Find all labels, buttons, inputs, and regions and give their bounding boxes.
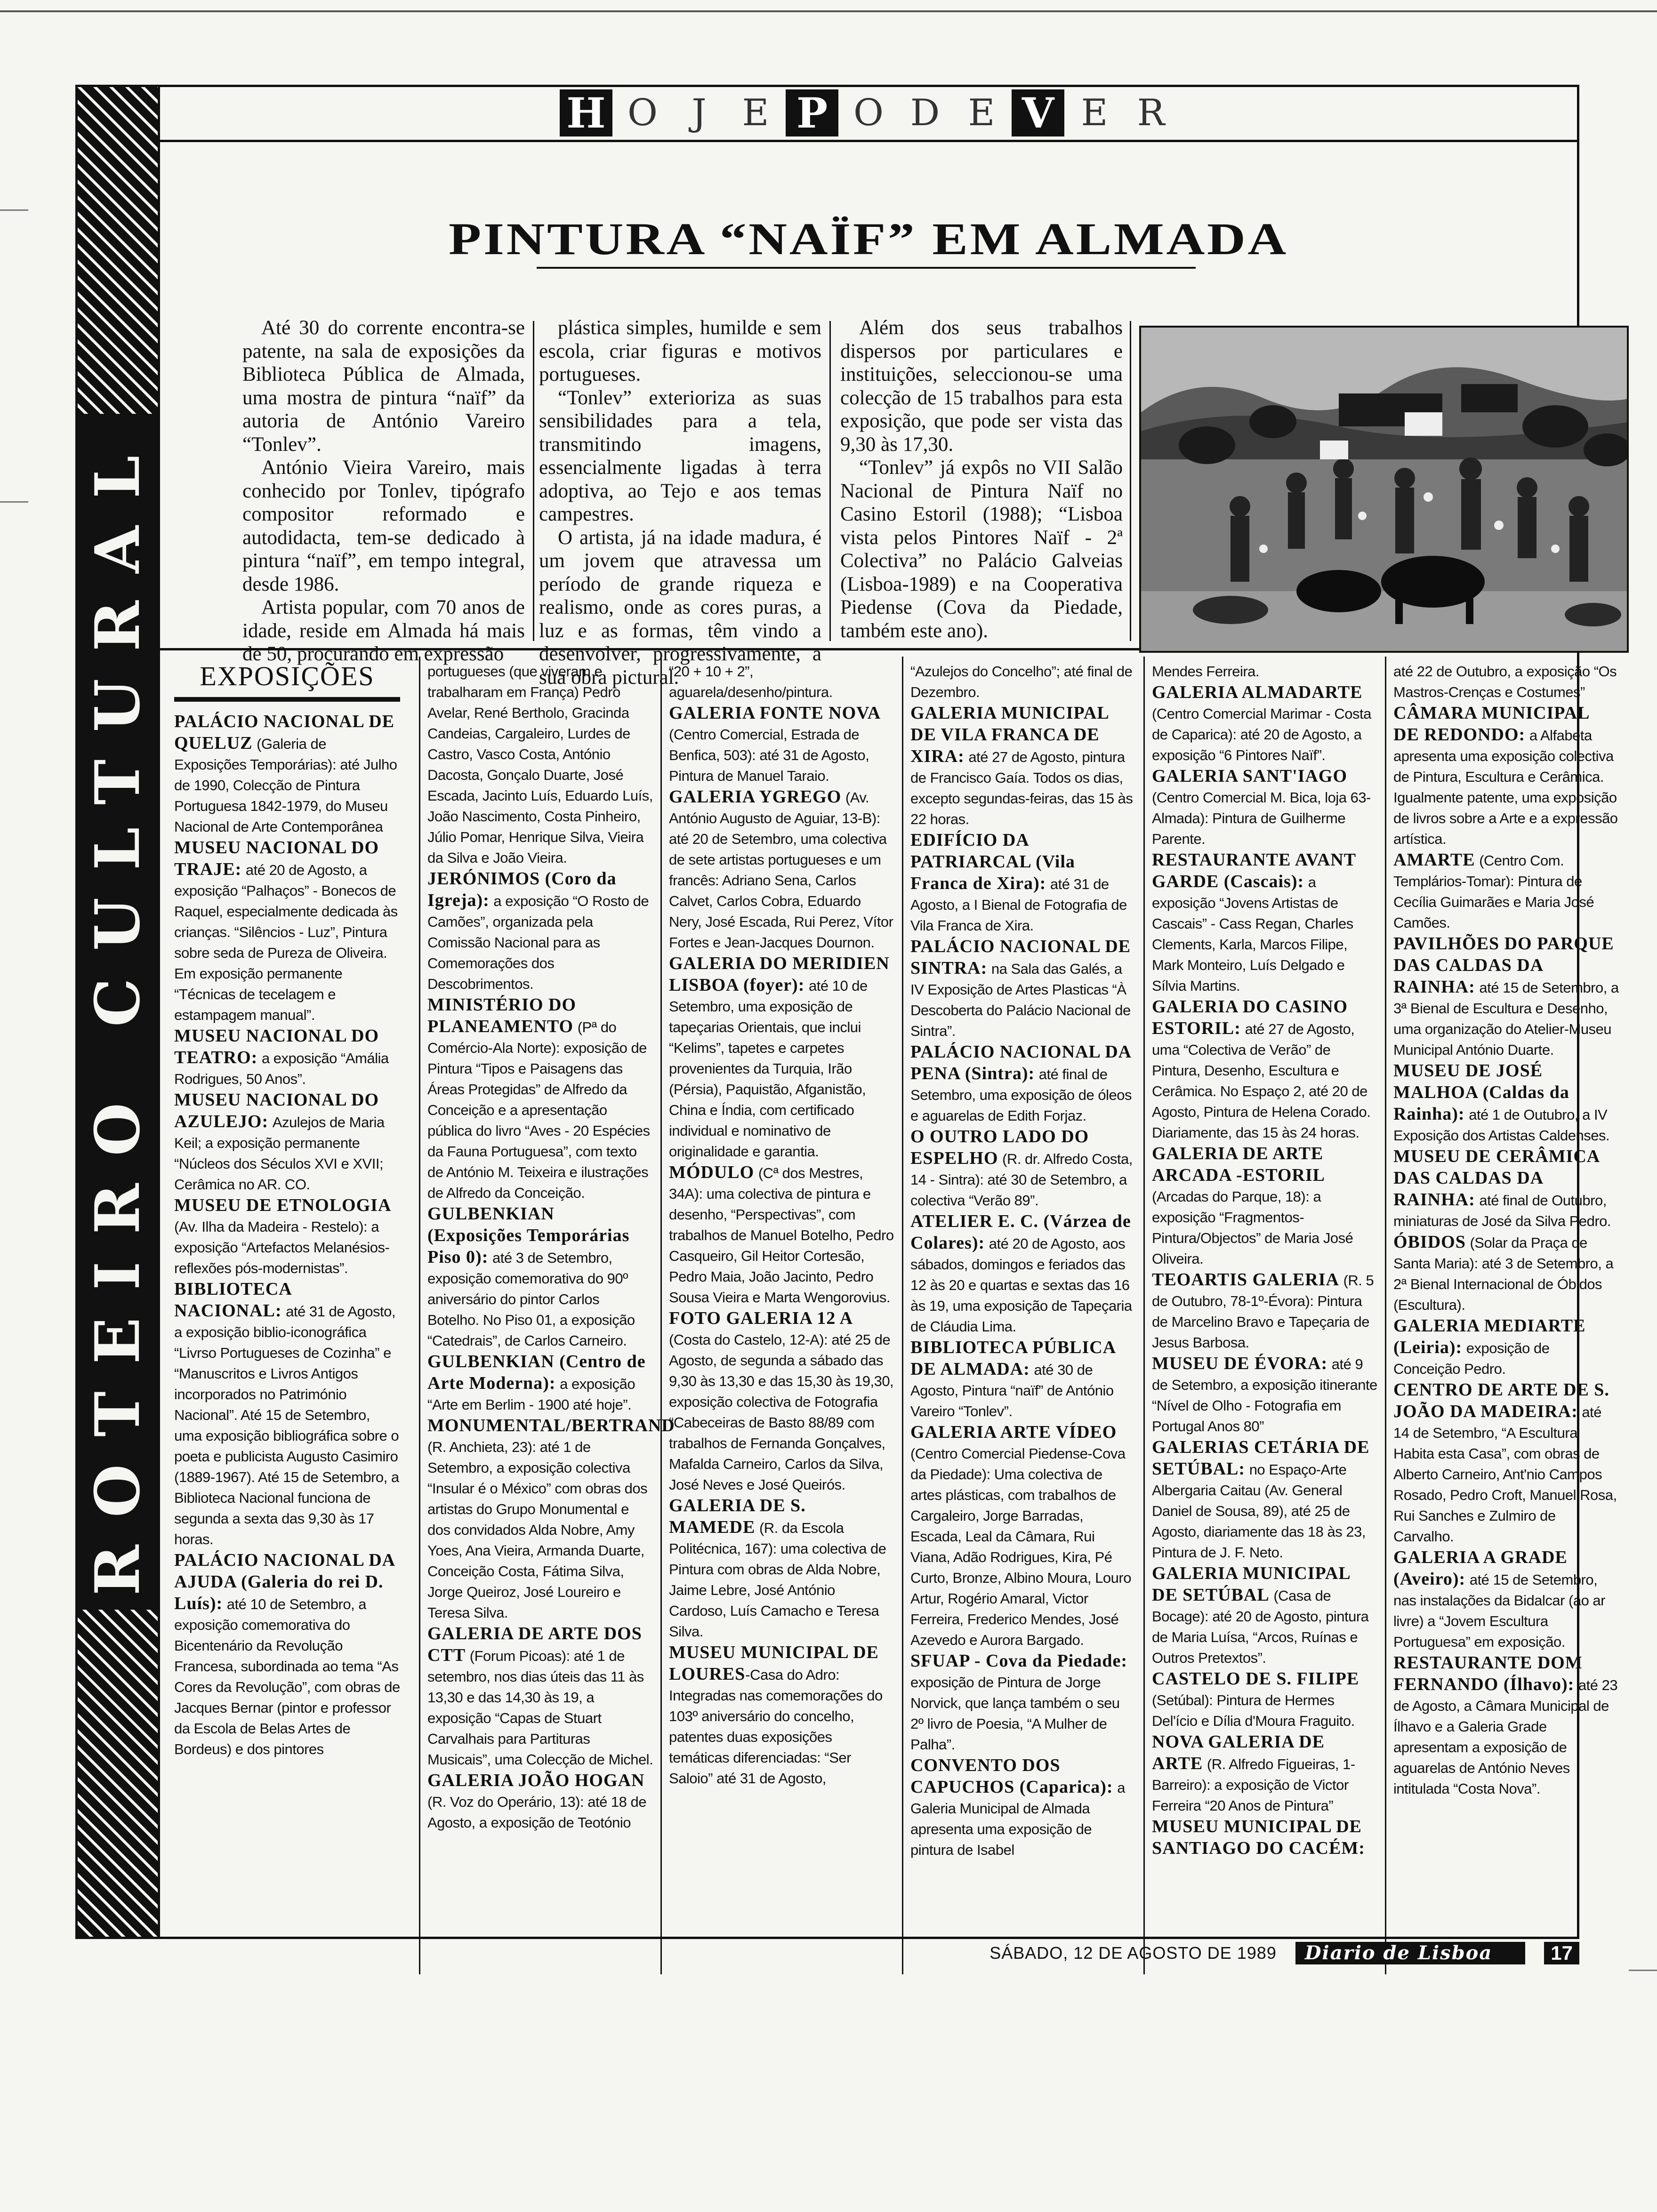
listing-entry <box>669 786 895 953</box>
venue-details: “Azulejos do Concelho”; até final de Dezembro. <box>910 663 1133 700</box>
listing-entry <box>669 703 895 786</box>
listing-entry <box>427 1415 675 1623</box>
listing-entry <box>174 1550 400 1760</box>
masthead-box-letter: P <box>786 89 838 136</box>
venue-name: GALERIA MUNICIPAL DE VILA FRANCA DE XIRA: <box>910 703 1109 766</box>
article-column-3 <box>840 316 1123 642</box>
venue-details: até 3 de Setembro, exposição comemorativa do 90º aniversário do pintor Carlos Botelho. No Piso 01, a exposição “Catedrais”, de Carlos Carneiro. <box>427 1250 635 1349</box>
column-rule <box>1130 321 1131 641</box>
naif-painting-photo <box>1139 326 1629 653</box>
venue-name: GULBENKIAN (Exposições Temporárias Piso 0): <box>427 1204 630 1267</box>
listing-entry <box>1393 703 1619 850</box>
column-rule <box>902 657 903 1974</box>
masthead-letter: O <box>853 92 884 134</box>
venue-name: JERÓNIMOS (Coro da Igreja): <box>427 869 617 910</box>
masthead-letter: E <box>742 92 769 134</box>
venue-name: RESTAURANTE AVANT GARDE (Cascais): <box>1152 850 1356 891</box>
venue-name: MUSEU NACIONAL DO TRAJE: <box>174 838 379 879</box>
listing-entry <box>1393 1652 1619 1799</box>
venue-details: no Espaço-Arte Albergaria Caitau (Av. General Daniel de Sousa, 89), até 25 de Agosto, diariamente das 18 às 23, Pintura de J. F. Neto. <box>1152 1461 1366 1561</box>
listing-entry <box>1393 1060 1619 1146</box>
article-headline: PINTURA “NAÏF” EM ALMADA <box>448 214 1289 264</box>
venue-name: PAVILHÕES DO PARQUE DAS CALDAS DA RAINHA: <box>1393 934 1614 997</box>
venue-name: PALÁCIO NACIONAL DE QUELUZ <box>174 712 395 753</box>
venue-details: (R. da Escola Politécnica, 167): uma colectiva de Pintura com obras de Alda Nobre, Jaime Lebre, José António Cardoso, Luís Camacho e Teresa Silva. <box>669 1520 886 1640</box>
venue-name: MUSEU MUNICIPAL DE LOURES <box>669 1643 879 1684</box>
listing-entry <box>1393 1146 1619 1232</box>
venue-name: GALERIA JOÃO HOGAN <box>427 1771 645 1790</box>
scan-edge-mark <box>0 209 28 211</box>
venue-name: GALERIA DE ARTE DOS CTT <box>427 1624 642 1665</box>
scan-edge-mark <box>0 501 28 503</box>
venue-details: (Av. António Augusto de Aguiar, 13-B): até 20 de Setembro, uma colectiva de sete artistas portugueses e um francês: Adriano Sena, Carlos Calvet, Carlos Cobra, Eduardo Nery, José Escada, Rui Perez, Vítor Fortes e Jean-Jacques Dournon. <box>669 789 893 951</box>
headline-rule <box>537 267 1196 269</box>
venue-details: (Casa de Bocage): até 20 de Agosto, pintura de Maria Luísa, “Arcos, Ruínas e Outros Pretextos”. <box>1152 1587 1369 1666</box>
venue-name: ÓBIDOS <box>1393 1232 1466 1252</box>
listing-entry <box>427 1351 653 1415</box>
venue-details: (Galeria de Exposições Temporárias): até Julho de 1990, Colecção de Pintura Portuguesa 1842-1979, do Museu Nacional de Arte Contemporânea <box>174 736 397 835</box>
masthead <box>160 87 1577 139</box>
listing-entry <box>910 1337 1136 1422</box>
listing-entry <box>1393 1547 1619 1652</box>
venue-name: EDIFÍCIO DA PATRIARCAL (Vila Franca de Xira): <box>910 830 1075 893</box>
venue-details: até 15 de Setembro, nas instalações da Bidalcar (ao ar livre) a “Jovem Escultura Portuguesa” em exposição. <box>1393 1571 1605 1650</box>
section-sidebar <box>78 87 160 1937</box>
article-paragraph: Além dos seus trabalhos dispersos por particulares e instituições, seleccionou-se uma colecção de 15 trabalhos para esta exposição, que pode ser vista das 9,30 às 17,30. <box>840 317 1123 456</box>
venue-details: até 1 de Outubro, a IV Exposição dos Artistas Caldenses. <box>1393 1106 1610 1144</box>
venue-details: até 20 de Agosto, a exposição “Palhaços” - Bonecos de Raquel, especialmente dedicada às crianças. “Silêncios - Luz”, Pintura sobre seda de Pureza de Oliveira. Em exposição permanente “Técnicas de tecelagem e estampagem manual”. <box>174 862 398 1023</box>
venue-name: MUSEU NACIONAL DO TEATRO: <box>174 1026 379 1067</box>
venue-details: até final de Outubro, miniaturas de José da Silva Pedro. <box>1393 1192 1611 1229</box>
venue-name: GALERIAS CETÁRIA DE SETÚBAL: <box>1152 1437 1370 1479</box>
venue-name: GALERIA SANT'IAGO <box>1152 766 1348 786</box>
venue-name: CENTRO DE ARTE DE S. JOÃO DA MADEIRA: <box>1393 1380 1609 1421</box>
newspaper-logo: Diario de Lisboa <box>1295 1942 1525 1964</box>
listing-entry <box>910 1422 1136 1651</box>
venue-details: a exposição “Arte em Berlim - 1900 até hoje”. <box>427 1376 635 1413</box>
listing-entry <box>1152 1437 1378 1563</box>
venue-details: até 10 de Setembro, a exposição comemorativa do Bicentenário da Revolução Francesa, subordinada ao tema “As Cores da Revolução”, com obras de Jacques Bernar (pintor e professor da Escola de Belas Artes de Bordeus) e dos pintores <box>174 1596 400 1757</box>
venue-name: BIBLIOTECA PÚBLICA DE ALMADA: <box>910 1338 1116 1379</box>
venue-details: (Centro Comercial, Estrada de Benfica, 503): até 31 de Agosto, Pintura de Manuel Taraio. <box>669 726 869 784</box>
venue-details: (R. Voz do Operário, 13): até 18 de Agosto, a exposição de Teotónio <box>427 1794 646 1831</box>
venue-details: (Cª dos Mestres, 34A): uma colectiva de pintura e desenho, “Perspectivas”, com trabalhos de Manuel Botelho, Pedro Casqueiro, Gil Heitor Cortesão, Pedro Maia, João Jacinto, Pedro Sousa Vieira e Marta Wengorovius. <box>669 1165 894 1306</box>
venue-name: NOVA GALERIA DE ARTE <box>1152 1732 1325 1773</box>
listing-entry <box>1152 850 1378 996</box>
listing-entry <box>1152 1731 1378 1816</box>
article-paragraph: O artista, já na idade madura, é um jovem que atravessa um período de grande riqueza e realismo, onde as cores puras, a luz e as formas, têm vindo a desenvolver, progressivamente, a sua obra pictural. <box>539 526 821 689</box>
listings-column-5 <box>1152 660 1378 1859</box>
venue-details: Mendes Ferreira. <box>1152 663 1260 680</box>
column-rule <box>533 321 534 641</box>
listing-entry <box>910 936 1136 1042</box>
listing-entry <box>1152 660 1378 682</box>
listing-entry <box>427 1770 653 1833</box>
listing-entry <box>1393 1379 1619 1547</box>
listing-entry <box>1393 1315 1619 1379</box>
listing-entry <box>427 660 653 868</box>
venue-name: GALERIA FONTE NOVA <box>669 703 881 723</box>
venue-name: CONVENTO DOS CAPUCHOS (Caparica): <box>910 1755 1113 1797</box>
venue-details: até 15 de Setembro, a 3ª Bienal de Escultura e Desenho, uma organização do Atelier-Museu Municipal António Duarte. <box>1393 979 1619 1058</box>
venue-details: -Casa do Adro: Integradas nas comemorações do 103º aniversário do concelho, patentes duas exposições temáticas diferenciadas: “Ser Saloio” até 31 de Agosto, <box>669 1667 883 1787</box>
article-paragraph: Artista popular, com 70 anos de idade, reside em Almada há mais de 50, procurando em expressão <box>242 596 525 665</box>
article-paragraph: “Tonlev” já expôs no VII Salão Nacional de Pintura Naïf no Casino Estoril (1988); “Lisboa vista pelos Pintores Naïf - 2ª Colectiva” no Palácio Galveias (Lisboa-1989) e na Cooperativa Piedense (Cova da Piedade, também este ano). <box>840 457 1123 642</box>
venue-details: até 9 de Setembro, a exposição itinerante “Nível de Olho - Fotografia em Portugal Anos 80” <box>1152 1356 1377 1435</box>
article-paragraph: António Vieira Vareiro, mais conhecido por Tonlev, tipógrafo compositor reformado e autodidacta, tem-se dedicado à pintura “naïf”, em tempo integral, desde 1986. <box>242 457 525 595</box>
article-column-1 <box>242 316 525 666</box>
listing-entry <box>910 1651 1136 1755</box>
column-rule <box>829 321 831 641</box>
listing-entry <box>910 1211 1136 1337</box>
listing-entry <box>1393 660 1619 703</box>
exhibitions-heading: EXPOSIÇÕES <box>174 660 400 702</box>
venue-name: RESTAURANTE DOM FERNANDO (Ílhavo): <box>1393 1653 1583 1694</box>
venue-details: até 30 de Agosto, Pintura “naïf” de António Vareiro “Tonlev”. <box>910 1362 1114 1419</box>
venue-name: GALERIA DO CASINO ESTORIL: <box>1152 997 1348 1038</box>
venue-details: até final de Setembro, uma exposição de óleos e aguarelas de Edith Forjaz. <box>910 1066 1132 1124</box>
venue-details: a exposição “Jovens Artistas de Cascais” - Cass Regan, Charles Clements, Karla, Marcos Filipe, Mark Monteiro, Luís Delgado e Sílvia Martins. <box>1152 874 1353 994</box>
venue-name: GALERIA A GRADE (Aveiro): <box>1393 1547 1568 1589</box>
venue-name: MUSEU DE ÉVORA: <box>1152 1354 1328 1373</box>
listing-entry <box>427 1203 653 1351</box>
venue-details: até 23 de Agosto, a Câmara Municipal de Ílhavo e a Galeria Grade apresentam a exposição de aguarelas de António Neves intitulada “Costa Nova”. <box>1393 1677 1618 1797</box>
column-rule <box>419 657 420 1974</box>
venue-details: (Forum Picoas): até 1 de setembro, nos dias úteis das 11 às 13,30 e das 14,30 às 19, a exposição “Capas de Stuart Carvalhais para Partituras Musicais”, uma Colecção de Michel. <box>427 1648 653 1768</box>
venue-name: PALÁCIO NACIONAL DA AJUDA (Galeria do rei D. Luís): <box>174 1550 395 1613</box>
venue-details: exposição de Conceição Pedro. <box>1393 1340 1550 1377</box>
venue-name: PALÁCIO NACIONAL DE SINTRA: <box>910 937 1131 978</box>
venue-details: até 31 de Agosto, a exposição biblio-iconográfica “Livrso Portugueses de Cozinha” e “Manuscritos e Livros Antigos incorporados no Património Nacional”. Até 15 de Setembro, uma exposição bibliográfica sobre o poeta e publicista Augusto Casimiro (1889-1967). Até 15 de Setembro, a Biblioteca Nacional funciona de segunda a sexta das 9,30 às 17 horas. <box>174 1303 399 1547</box>
listing-entry <box>1152 766 1378 850</box>
listings-column-2 <box>427 660 675 1833</box>
listing-entry <box>174 1026 400 1090</box>
venue-name: FOTO GALERIA 12 A <box>669 1308 853 1328</box>
listing-entry <box>1152 1816 1378 1859</box>
listings-column-6 <box>1393 660 1619 1799</box>
venue-name: MUSEU DE JOSÉ MALHOA (Caldas da Rainha): <box>1393 1061 1569 1124</box>
venue-details: (R. Anchieta, 23): até 1 de Setembro, a exposição colectiva “Insular é o México” com obras dos artistas do Grupo Monumental e dos convidados Alda Nobre, Amy Yoes, Ana Vieira, Armanda Duarte, Conceição Costa, Fátima Silva, Jorge Queiroz, José Loureiro e Teresa Silva. <box>427 1439 648 1621</box>
venue-name: GALERIA DE S. MAMEDE <box>669 1496 806 1537</box>
venue-name: TEOARTIS GALERIA <box>1152 1270 1339 1290</box>
venue-details: (Setúbal): Pintura de Hermes Del'ício e Dília d'Moura Fraguito. <box>1152 1692 1355 1729</box>
venue-details: (R. dr. Alfredo Costa, 14 - Sintra): até 30 de Setembro, a colectiva “Verão 89”. <box>910 1151 1133 1209</box>
listing-entry <box>1152 1353 1378 1437</box>
masthead-box-letter: H <box>560 89 612 136</box>
scan-top-edge <box>0 0 1657 12</box>
venue-name: BIBLIOTECA NACIONAL: <box>174 1279 291 1321</box>
listing-entry <box>174 1090 400 1195</box>
venue-details: (Solar da Praça de Santa Maria): até 3 de Setembro, a 2ª Bienal Internacional de Óbidos (Escultura). <box>1393 1234 1614 1313</box>
listings-column-1 <box>174 660 400 1760</box>
venue-name: GALERIA MUNICIPAL DE SETÚBAL <box>1152 1563 1350 1605</box>
venue-details: a Alfabeta apresenta uma exposição colectiva de Pintura, Escultura e Cerâmica. Igualmente patente, uma exposição de livros sobre a Arte e a expressão artística. <box>1393 727 1618 847</box>
listing-entry <box>1152 1563 1378 1668</box>
venue-details: (Centro Comercial Piedense-Cova da Piedade): Uma colectiva de artes plásticas, com trabalhos de Cargaleiro, Jorge Barradas, Escada, Leal da Câmara, Rui Viana, Adão Rodrigues, Kira, Pé Curto, Bronze, Albino Moura, Louro Artur, Rogério Amaral, Victor Ferreira, Frederico Mendes, José Azevedo e Aurora Bargado. <box>910 1445 1131 1648</box>
listing-entry <box>910 1755 1136 1860</box>
venue-details: exposição de Pintura de Jorge Norvick, que lança também o seu 2º livro de Poesia, “A Mulher de Palha”. <box>910 1674 1120 1753</box>
venue-details: até 14 de Setembro, “A Escultura Habita esta Casa”, com obras de Alberto Carneiro, Ant'nio Campos Rosado, Pedro Croft, Manuel Rosa, Rui Sanches e Zulmiro de Carvalho. <box>1393 1404 1617 1545</box>
venue-details: até 27 de Agosto, uma “Colectiva de Verão” de Pintura, Desenho, Escultura e Cerâmica. No Espaço 2, até 20 de Agosto, Pintura de Helena Corado. Diariamente, das 15 às 24 horas. <box>1152 1021 1371 1141</box>
listing-entry <box>1152 1143 1378 1269</box>
venue-name: GALERIA YGREGO <box>669 787 842 807</box>
venue-name: ATELIER E. C. (Várzea de Colares): <box>910 1211 1131 1253</box>
venue-name: SFUAP - Cova da Piedade: <box>910 1651 1127 1671</box>
article-paragraph: “Tonlev” exterioriza as suas sensibilidades para a tela, transmitindo imagens, essencialmente ligadas à terra adoptiva, ao Tejo e aos temas campestres. <box>539 386 821 525</box>
venue-name: GALERIA DE ARTE ARCADA -ESTORIL <box>1152 1144 1325 1185</box>
page-footer <box>974 1939 1579 1967</box>
listing-entry <box>1393 1232 1619 1315</box>
venue-name: O OUTRO LADO DO ESPELHO <box>910 1127 1089 1168</box>
masthead-box-letter: V <box>1012 89 1064 136</box>
listing-entry <box>174 711 400 837</box>
listing-entry <box>669 1495 895 1642</box>
listing-entry <box>1393 933 1619 1060</box>
page-frame <box>75 85 1619 1939</box>
column-rule <box>1143 657 1145 1974</box>
venue-details: (Av. Ilha da Madeira - Restelo): a exposição “Artefactos Melanésios- reflexões pós-modernistas”. <box>174 1218 390 1276</box>
listing-entry <box>427 1623 653 1770</box>
venue-name: PALÁCIO NACIONAL DA PENA (Sintra): <box>910 1042 1131 1083</box>
listing-entry <box>669 1308 895 1495</box>
issue-date: SÁBADO, 12 DE AGOSTO DE 1989 <box>989 1943 1277 1963</box>
venue-name: MINISTÉRIO DO PLANEAMENTO <box>427 995 576 1036</box>
listing-entry <box>1152 1668 1378 1731</box>
listing-entry <box>910 703 1136 830</box>
listing-entry <box>427 868 653 994</box>
venue-name: CASTELO DE S. FILIPE <box>1152 1669 1359 1689</box>
page-number: 17 <box>1544 1942 1579 1964</box>
venue-name: CÂMARA MUNICIPAL DE REDONDO: <box>1393 703 1589 745</box>
venue-details: (Centro Comercial Marimar - Costa de Caparica): até 20 de Agosto, a exposição “6 Pintores Naïf”. <box>1152 705 1371 763</box>
listing-entry <box>1393 850 1619 933</box>
venue-details: até 10 de Setembro, uma exposição de tapeçarias Orientais, que inclui “Kelims”, tapetes e carpetes provenientes da Turquia, Irão (Pérsia), Paquistão, Afganistão, China e Índia, com certificado individual e nominativo de originalidade e garantia. <box>669 978 868 1160</box>
scan-edge-mark <box>1629 1970 1657 1971</box>
venue-details: portugueses (que viveram e trabalharam em França) Pedro Avelar, René Bertholo, Gracinda Candeias, Cargaleiro, Lurdes de Castro, Vasco Costa, António Dacosta, Gonçalo Duarte, José Escada, Jacinto Luís, Eduardo Luís, João Nascimento, Costa Pinheiro, Júlio Pomar, Henrique Silva, Vieira da Silva e João Vieira. <box>427 663 653 866</box>
venue-name: GALERIA MEDIARTE (Leiria): <box>1393 1316 1586 1357</box>
venue-details: (Centro Comercial M. Bica, loja 63-Almada): Pintura de Guilherme Parente. <box>1152 789 1371 847</box>
venue-name: MUSEU DE CERÂMICA DAS CALDAS DA RAINHA: <box>1393 1146 1600 1210</box>
venue-details: Azulejos de Maria Keil; a exposição permanente “Núcleos dos Séculos XVI e XVII; Cerâmica no AR. CO. <box>174 1114 385 1193</box>
venue-name: MUSEU MUNICIPAL DE SANTIAGO DO CACÉM: <box>1152 1817 1365 1858</box>
listings-column-4 <box>910 660 1136 1860</box>
venue-details: até 20 de Agosto, aos sábados, domingos e feriados das 12 às 20 e quartas e sextas das 16 às 19, uma exposição de Tapeçaria de Cláudia Lima. <box>910 1235 1132 1335</box>
venue-name: MÓDULO <box>669 1162 755 1182</box>
venue-details: a Galeria Municipal de Almada apresenta uma exposição de pintura de Isabel <box>910 1779 1125 1858</box>
masthead-letter: E <box>968 92 995 134</box>
listing-entry <box>174 1279 400 1550</box>
masthead-letter: D <box>910 92 940 134</box>
venue-name: AMARTE <box>1393 850 1475 870</box>
masthead-letter: J <box>692 92 707 134</box>
venue-details: (R. 5 de Outubro, 78-1º-Évora): Pintura de Marcelino Bravo e Tapeçaria de Jesus Barbosa. <box>1152 1272 1374 1351</box>
masthead-letter: O <box>627 92 658 134</box>
listing-entry <box>910 830 1136 936</box>
listing-entry <box>1152 1269 1378 1353</box>
listing-entry <box>669 1642 895 1789</box>
venue-name: MUSEU DE ETNOLOGIA <box>174 1195 392 1215</box>
listing-entry <box>669 660 895 703</box>
venue-details: na Sala das Galés, a IV Exposição de Artes Plasticas “À Descoberta do Palácio Nacional de Sintra”. <box>910 961 1131 1039</box>
article-column-2 <box>539 316 821 689</box>
venue-name: GALERIA ARTE VÍDEO <box>910 1422 1117 1442</box>
masthead-letter: E <box>1081 92 1108 134</box>
listing-entry <box>427 994 653 1203</box>
listings-column-3 <box>669 660 895 1789</box>
venue-details: (R. Alfredo Figueiras, 1-Barreiro): a exposição de Victor Ferreira “20 Anos de Pintura” <box>1152 1756 1355 1814</box>
venue-details: a exposição “O Rosto de Camões”, organizada pela Comissão Nacional para as Comemorações dos Descobrimentos. <box>427 893 649 992</box>
venue-details: (Costa do Castelo, 12-A): até 25 de Agosto, de segunda a sábado das 9,30 às 13,30 e das 15,30 às 19,30, exposição colectiva de Fotografia “Cabeceiras de Basto 88/89 com trabalhos de Fernanda Gonçalves, Mafalda Carneiro, Carlos da Silva, José Neves e José Queirós. <box>669 1331 894 1493</box>
listing-entry <box>174 1195 400 1279</box>
venue-name: GULBENKIAN (Centro de Arte Moderna): <box>427 1352 646 1393</box>
listing-entry <box>910 1126 1136 1211</box>
column-rule <box>1385 657 1386 1974</box>
listing-entry <box>1152 996 1378 1143</box>
listing-entry <box>1152 682 1378 766</box>
article-paragraph: Até 30 do corrente encontra-se patente, na sala de exposições da Biblioteca Pública de Almada, uma mostra de pintura “naïf” da autoria de António Vareiro “Tonlev”. <box>242 317 525 456</box>
venue-details: (Arcadas do Parque, 18): a exposição “Fragmentos-Pintura/Objectos” de Maria José Oliveira. <box>1152 1188 1353 1267</box>
venue-name: MUSEU NACIONAL DO AZULEJO: <box>174 1090 379 1131</box>
exhibitions-listings <box>160 652 1619 1937</box>
venue-details: até 27 de Agosto, pintura de Francisco Gaía. Todos os dias, excepto segundas-feiras, das 15 às 22 horas. <box>910 749 1133 827</box>
venue-details: (Pª do Comércio-Ala Norte): exposição de Pintura “Tipos e Paisagens das Áreas Protegidas” de Alfredo da Conceição e a apresentação pública do livro “Aves - 20 Espécies da Fauna Portuguesa”, com texto de António M. Teixeira e ilustrações de Alfredo da Conceição. <box>427 1019 650 1201</box>
venue-name: MONUMENTAL/BERTRAND <box>427 1416 675 1435</box>
listing-entry <box>669 953 895 1162</box>
listing-entry <box>669 1162 895 1308</box>
listing-entry <box>910 660 1136 703</box>
venue-details: “20 + 10 + 2”, aguarela/desenho/pintura. <box>669 663 833 700</box>
venue-details: até 31 de Agosto, a I Bienal de Fotografia de Vila Franca de Xira. <box>910 876 1127 934</box>
painting-illustration <box>1141 328 1629 653</box>
venue-name: GALERIA DO MERIDIEN LISBOA (foyer): <box>669 954 890 995</box>
venue-details: a exposição “Amália Rodrigues, 50 Anos”. <box>174 1050 389 1087</box>
article-paragraph: plástica simples, humilde e sem escola, criar figuras e motivos portugueses. <box>539 317 821 385</box>
venue-details: até 22 de Outubro, a exposição “Os Mastros-Crenças e Costumes” <box>1393 663 1617 700</box>
venue-name: GALERIA ALMADARTE <box>1152 682 1363 702</box>
listing-entry <box>174 837 400 1026</box>
column-rule <box>660 657 662 1974</box>
listing-entry <box>910 1042 1136 1126</box>
venue-details: (Centro Com. Templários-Tomar): Pintura de Cecília Guimarães e Maria José Camões. <box>1393 852 1594 931</box>
section-label: ROTEIRO CULTURAL <box>78 414 158 1610</box>
masthead-letter: R <box>1137 92 1165 134</box>
